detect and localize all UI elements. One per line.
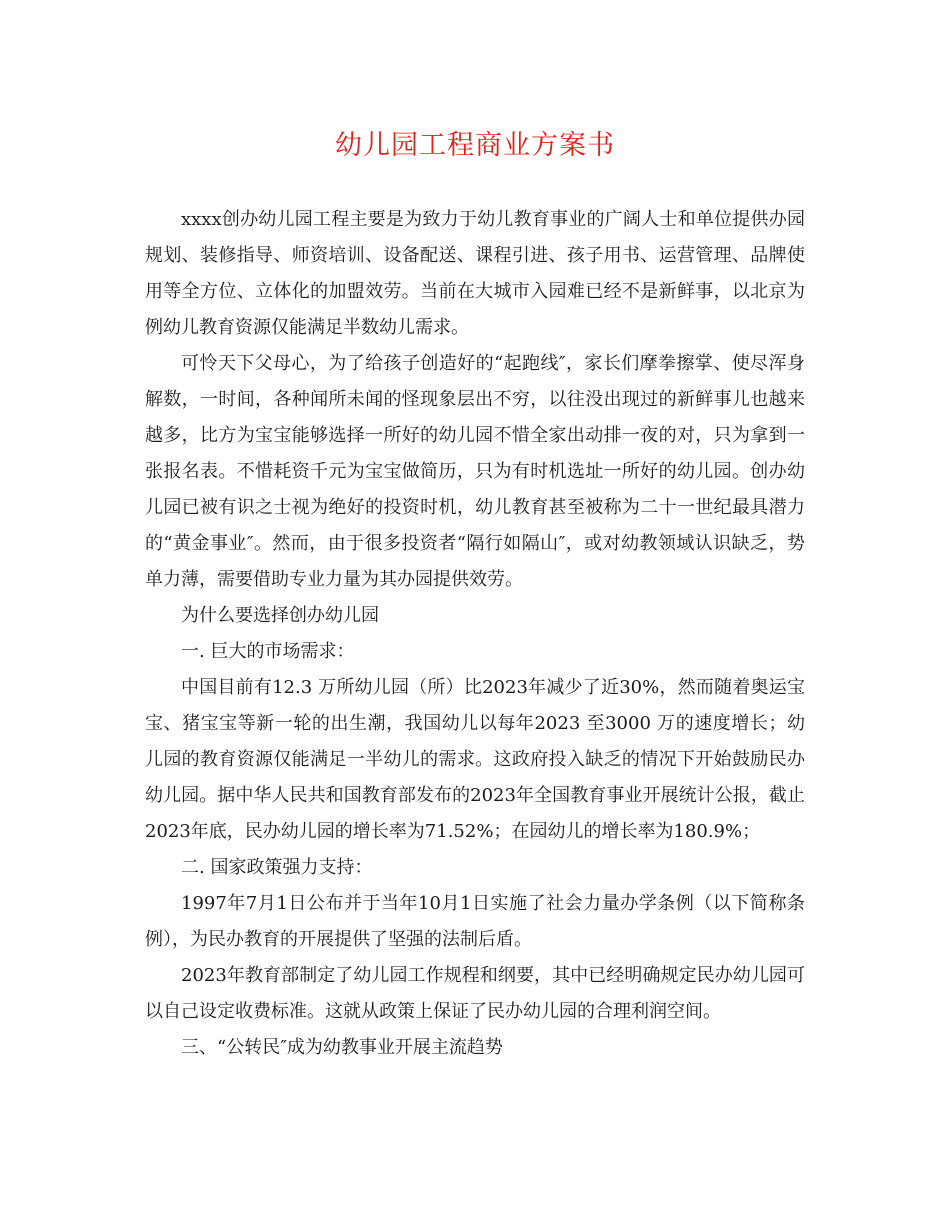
document-body [145,202,805,1066]
policy-fees-paragraph: 2023年教育部制定了幼儿园工作规程和纲要，其中已经明确规定民办幼儿园可以自己设定收费标准。这就从政策上保证了民办幼儿园的合理利润空间。 [145,965,805,1022]
document-title: 幼儿园工程商业方案书 [335,130,615,161]
market-demand-paragraph: 中国目前有12.3 万所幼儿园（所）比2023年减少了近30%，然而随着奥运宝宝、猪宝宝等新一轮的出生潮，我国幼儿以每年2023 至3000 万的速度增长；幼儿园的教育资源仅能满足一半幼儿的需求。这政府投入缺乏的情况下开始鼓励民办幼儿园。据中华人民共和国教育部发布的2023年全国教育事业开展统计公报，截止2023年底，民办幼儿园的增长率为71.52%；在园幼儿的增长率为180.9%； [145,677,805,842]
section-heading-why: 为什么要选择创办幼儿园 [181,605,379,626]
section-heading-public-to-private: 三、“公转民″成为幼教事业开展主流趋势 [181,1037,503,1058]
policy-regulation-paragraph: 1997年7月1日公布并于当年10月1日实施了社会力量办学条例（以下简称条例），为民办教育的开展提供了坚强的法制后盾。 [145,893,805,950]
section-heading-market-demand: 一. 巨大的市场需求： [181,641,355,662]
section-heading-policy-support: 二. 国家政策强力支持： [181,857,373,878]
intro-paragraph: xxxx创办幼儿园工程主要是为致力于幼儿教育事业的广阔人士和单位提供办园规划、装修指导、师资培训、设备配送、课程引进、孩子用书、运营管理、品牌使用等全方位、立体化的加盟效劳。当前在大城市入园难已经不是新鲜事，以北京为例幼儿教育资源仅能满足半数幼儿需求。 [145,209,805,338]
parents-paragraph: 可怜天下父母心，为了给孩子创造好的“起跑线″，家长们摩拳擦掌、使尽浑身解数，一时间，各种闻所未闻的怪现象层出不穷，以往没出现过的新鲜事儿也越来越多，比方为宝宝能够选择一所好的幼儿园不惜全家出动排一夜的对，只为拿到一张报名表。不惜耗资千元为宝宝做简历，只为有时机选址一所好的幼儿园。创办幼儿园已被有识之士视为绝好的投资时机，幼儿教育甚至被称为二十一世纪最具潜力的“黄金事业″。然而，由于很多投资者“隔行如隔山″，或对幼教领域认识缺乏，势单力薄，需要借助专业力量为其办园提供效劳。 [145,353,805,590]
